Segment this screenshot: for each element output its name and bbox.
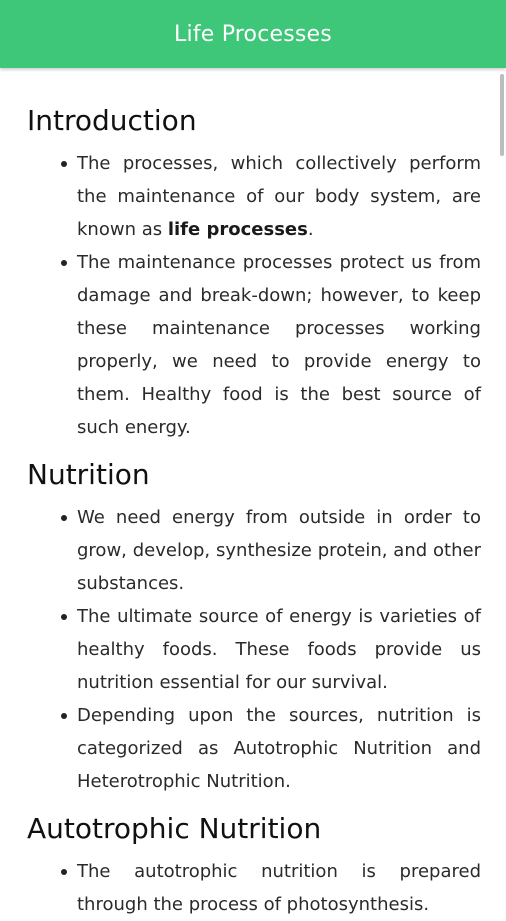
nutrition-list [0,501,506,798]
list-item: We need energy from outside in order to grow, develop, synthesize protein, and other substances. [77,501,481,600]
autotrophic-nutrition-list [0,855,506,921]
list-item: The ultimate source of energy is varieties of healthy foods. These foods provide us nutrition essential for our survival. [77,600,481,699]
introduction-list [0,147,506,444]
page-title: Life Processes [174,21,332,47]
app-bar [0,0,506,68]
article-content[interactable] [0,68,506,915]
scrollbar-thumb[interactable] [500,74,504,156]
list-item: The autotrophic nutrition is prepared through the process of photosynthesis. [77,855,481,921]
list-item [77,147,481,246]
bold-term: life processes [167,219,308,240]
list-item-text: The processes, which collectively perform the maintenance of our body system, are known as [77,153,481,240]
section-heading-introduction: Introduction [27,104,197,137]
section-heading-nutrition: Nutrition [27,458,150,491]
list-item: The maintenance processes protect us from damage and break-down; however, to keep these maintenance processes working properly, we need to provide energy to them. Healthy food is the best source of such energy. [77,246,481,444]
list-item-text: . [307,219,314,240]
list-item: Depending upon the sources, nutrition is categorized as Autotrophic Nutrition and Heterotrophic Nutrition. [77,699,481,798]
section-heading-autotrophic-nutrition: Autotrophic Nutrition [27,812,322,845]
